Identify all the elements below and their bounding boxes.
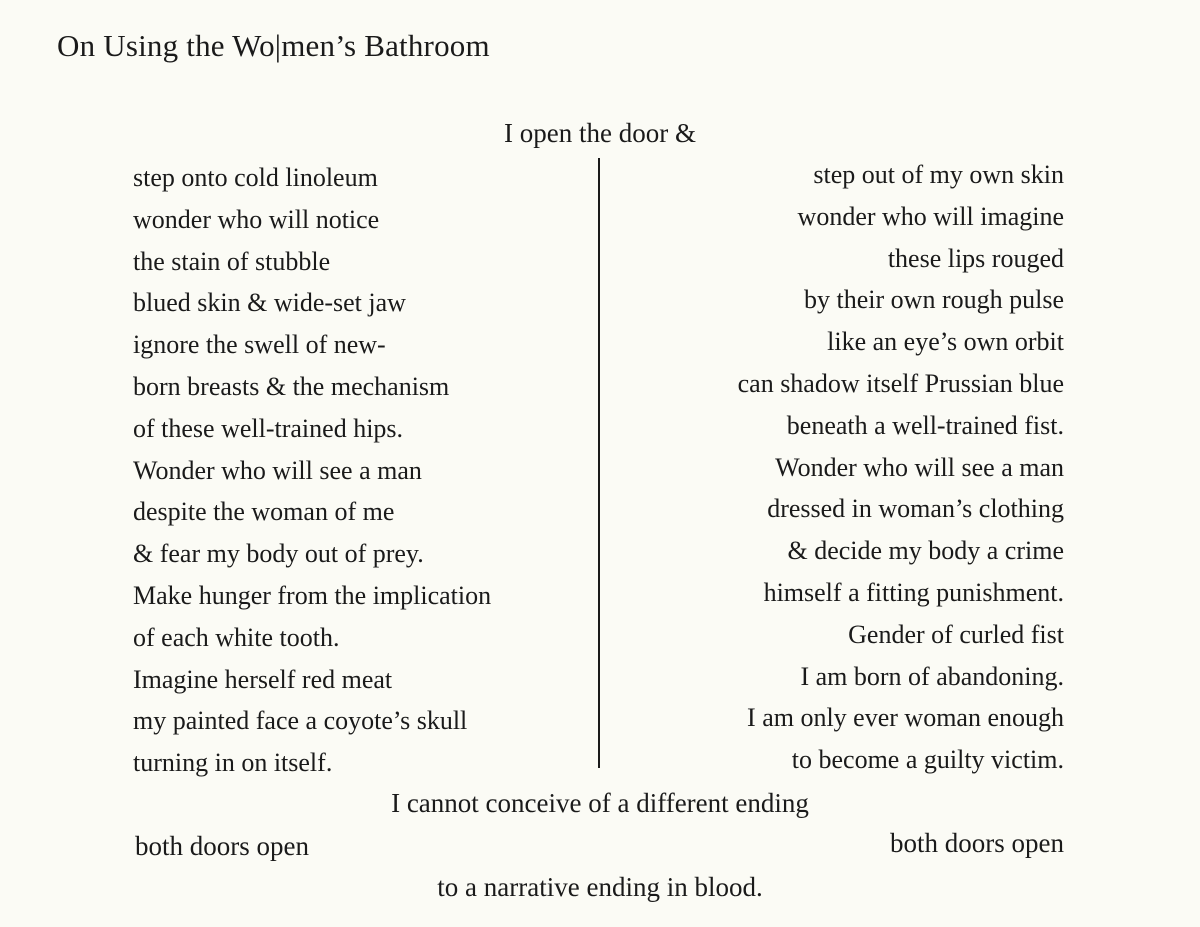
right-line: to become a guilty victim.	[791, 745, 1064, 775]
left-line: Wonder who will see a man	[133, 455, 422, 485]
middle-line: I cannot conceive of a different ending	[391, 788, 809, 818]
left-line: my painted face a coyote’s skull	[133, 706, 468, 736]
poem-title: On Using the Wo|men’s Bathroom	[57, 28, 490, 63]
right-line: like an eye’s own orbit	[827, 327, 1064, 357]
left-line: turning in on itself.	[133, 748, 333, 778]
left-line: of these well-trained hips.	[133, 413, 404, 443]
right-line: I am only ever woman enough	[747, 703, 1064, 733]
right-line: beneath a well-trained fist.	[786, 410, 1064, 440]
right-line: himself a fitting punishment.	[763, 577, 1064, 607]
right-line: can shadow itself Prussian blue	[737, 368, 1064, 398]
right-line: step out of my own skin	[813, 160, 1064, 189]
left-line: ignore the swell of new-	[133, 330, 386, 360]
left-line: of each white tooth.	[133, 622, 340, 652]
bottom-right-line: both doors open	[890, 828, 1064, 858]
left-line: step onto cold linoleum	[133, 163, 378, 192]
right-line: dressed in woman’s clothing	[767, 494, 1064, 524]
opening-line: I open the door &	[504, 118, 696, 148]
bottom-left-line: both doors open	[135, 831, 309, 861]
center-divider	[598, 158, 600, 768]
left-line: & fear my body out of prey.	[133, 539, 424, 569]
left-line: blued skin & wide-set jaw	[133, 288, 406, 318]
right-line: I am born of abandoning.	[800, 661, 1064, 691]
left-column	[133, 160, 491, 787]
right-line: these lips rouged	[887, 243, 1064, 273]
closing-line: to a narrative ending in blood.	[437, 872, 763, 902]
left-line: born breasts & the mechanism	[133, 371, 450, 401]
right-line: & decide my body a crime	[787, 536, 1064, 566]
right-line: Gender of curled fist	[848, 619, 1064, 649]
left-line: wonder who will notice	[133, 204, 380, 234]
right-line: by their own rough pulse	[804, 285, 1064, 315]
left-line: despite the woman of me	[133, 497, 395, 527]
left-line: the stain of stubble	[133, 246, 331, 276]
right-line: Wonder who will see a man	[775, 452, 1064, 482]
left-line: Make hunger from the implication	[133, 580, 492, 610]
left-line: Imagine herself red meat	[133, 664, 393, 694]
right-column	[738, 157, 1064, 784]
right-line: wonder who will imagine	[797, 201, 1064, 231]
